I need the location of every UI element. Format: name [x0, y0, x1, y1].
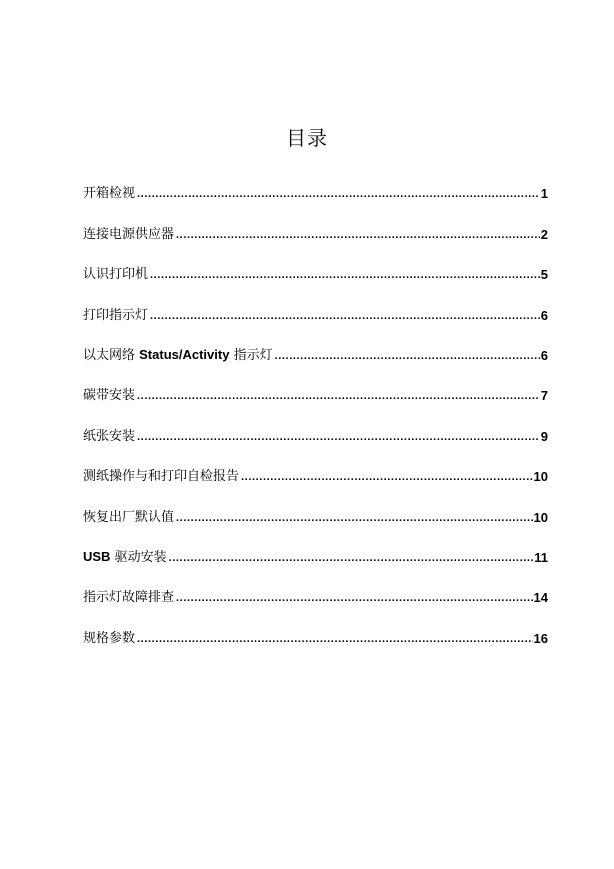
toc-entry-ethernet-indicator[interactable] [83, 332, 548, 372]
toc-entry-label: 规格参数 [83, 630, 136, 646]
toc-entry-know-printer[interactable] [83, 251, 548, 291]
toc-leader-dots [150, 309, 540, 324]
toc-entry-page: 7 [540, 388, 548, 404]
toc-entry-label: 连接电源供应器 [83, 226, 175, 242]
toc-entry-print-indicator[interactable] [83, 291, 548, 331]
toc-leader-dots [137, 389, 540, 404]
toc-entry-page: 16 [533, 630, 548, 646]
toc-entry-label: 测纸操作与和打印自检报告 [83, 469, 240, 485]
toc-entry-specifications[interactable] [83, 614, 548, 654]
toc-leader-dots [137, 430, 540, 445]
toc-entry-page: 9 [540, 428, 548, 444]
toc-entry-page: 11 [534, 549, 548, 565]
toc-entry-label: 打印指示灯 [83, 307, 149, 323]
toc-entry-page: 6 [540, 347, 548, 363]
toc-leader-dots [241, 470, 533, 485]
toc-entry-page: 14 [533, 590, 548, 606]
toc-entry-label: 开箱检视 [83, 186, 136, 202]
toc-entry-page: 10 [533, 509, 548, 525]
toc-entry-label: 认识打印机 [83, 267, 149, 283]
toc-entry-label: 纸张安装 [83, 428, 136, 444]
toc-leader-dots [275, 349, 540, 364]
toc-entry-label: 恢复出厂默认值 [83, 509, 175, 525]
toc-entry-unboxing[interactable] [83, 170, 548, 210]
toc-entry-label: 碳带安装 [83, 388, 136, 404]
toc-title: 目录 [286, 126, 328, 150]
toc-entry-label-latin: USB [83, 548, 111, 564]
toc-leader-dots [176, 511, 533, 526]
table-of-contents [83, 170, 548, 655]
toc-entry-troubleshooting[interactable] [83, 574, 548, 614]
toc-entry-ribbon-install[interactable] [83, 372, 548, 412]
toc-entry-label-prefix: 以太网络 [83, 347, 140, 363]
toc-entry-page: 6 [540, 307, 548, 323]
toc-entry-page: 5 [540, 267, 548, 283]
toc-entry-power-supply[interactable] [83, 210, 548, 250]
toc-entry-paper-install[interactable] [83, 412, 548, 452]
toc-entry-paper-test[interactable] [83, 453, 548, 493]
toc-leader-dots [169, 551, 534, 566]
toc-entry-page: 10 [533, 469, 548, 485]
toc-entry-label-suffix: 指示灯 [229, 347, 273, 363]
toc-leader-dots [176, 591, 533, 606]
toc-entry-label [83, 548, 167, 566]
toc-entry-label-latin: Status/Activity [139, 346, 230, 362]
toc-entry-factory-reset[interactable] [83, 493, 548, 533]
toc-leader-dots [150, 268, 540, 283]
toc-leader-dots [137, 187, 540, 202]
toc-entry-usb-driver[interactable] [83, 534, 548, 574]
toc-entry-label [83, 346, 273, 364]
toc-entry-page: 1 [540, 186, 548, 202]
toc-leader-dots [176, 228, 540, 243]
toc-leader-dots [137, 632, 533, 647]
toc-entry-page: 2 [540, 226, 548, 242]
toc-entry-label-suffix: 驱动安装 [110, 549, 167, 565]
toc-entry-label: 指示灯故障排查 [83, 590, 175, 606]
